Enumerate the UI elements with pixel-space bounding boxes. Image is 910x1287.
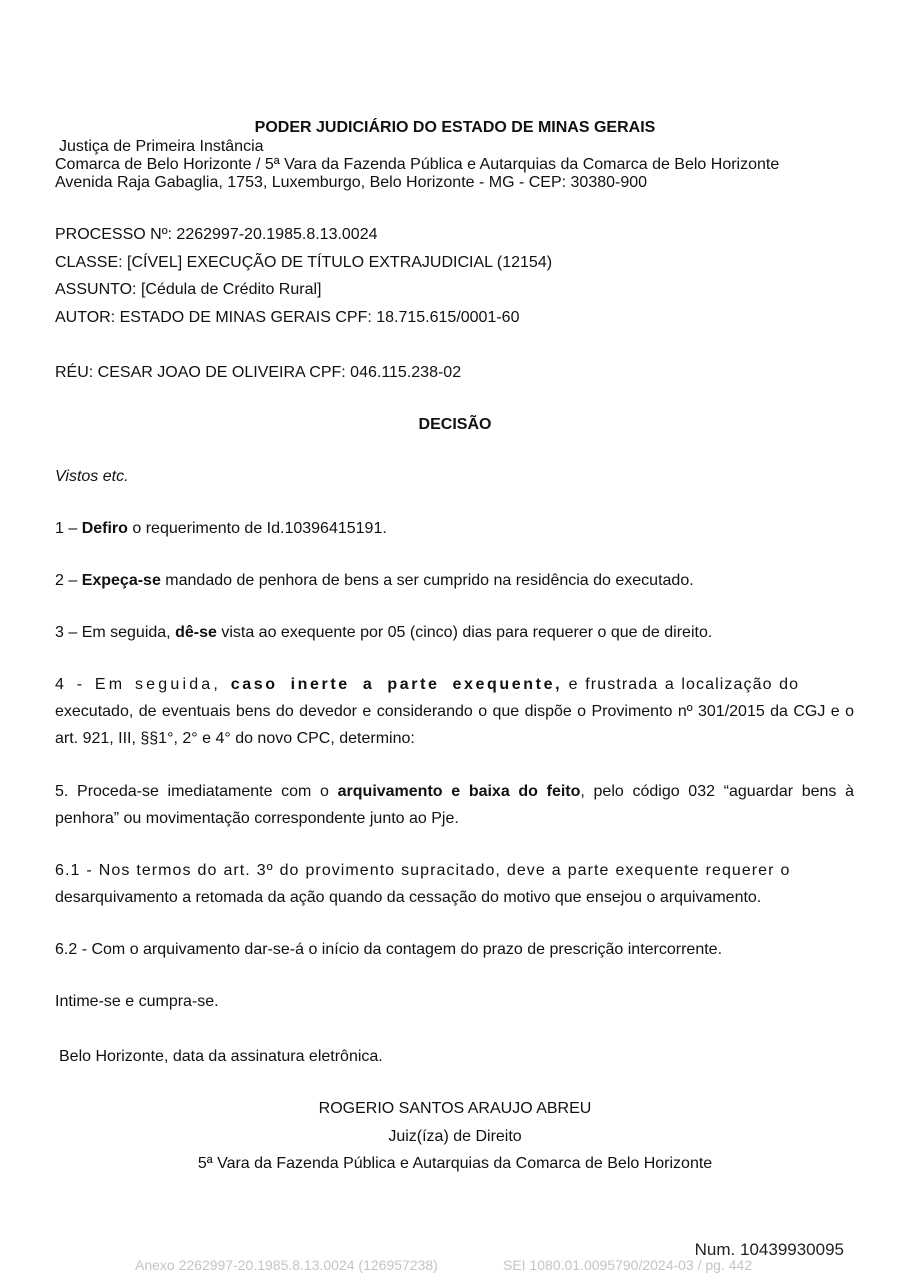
item-prefix: 1 – [55,520,82,537]
item-text: e frustrada a localização do [562,676,800,693]
decision-item-3 [55,624,712,642]
annex-stamp: Anexo 2262997-20.1985.8.13.0024 (126957238) [135,1257,438,1273]
decision-item-2 [55,572,694,590]
case-plaintiff: AUTOR: ESTADO DE MINAS GERAIS CPF: 18.715.615/0001-60 [55,309,520,326]
document-number: Num. 10439930095 [694,1240,844,1259]
decision-closing: Intime-se e cumpra-se. [55,993,219,1010]
item-emphasis: Expeça-se [81,572,161,589]
place-date: Belo Horizonte, data da assinatura eletrônica. [59,1048,383,1065]
decision-item-6-2: 6.2 - Com o arquivamento dar-se-á o início da contagem do prazo de prescrição intercorrente. [55,941,723,958]
signer-name: ROGERIO SANTOS ARAUJO ABREU [318,1100,592,1117]
item-emphasis: Defiro [81,520,128,537]
item-prefix: 3 – Em seguida, [55,624,176,641]
decision-heading: DECISÃO [418,416,492,433]
sei-page-stamp: SEI 1080.01.0095790/2024-03 / pg. 442 [503,1257,753,1273]
case-defendant: RÉU: CESAR JOAO DE OLIVEIRA CPF: 046.115.238-02 [55,364,462,381]
case-subject: ASSUNTO: [Cédula de Crédito Rural] [55,281,322,298]
case-number: PROCESSO Nº: 2262997-20.1985.8.13.0024 [55,226,378,243]
item-emphasis: arquivamento e baixa do feito [337,783,581,800]
decision-item-6-1-first-line: 6.1 - Nos termos do art. 3º do provimento supracitado, deve a parte exequente requerer o [55,862,791,879]
decision-item-5 [55,778,854,832]
decision-item-6-1-body: desarquivamento a retomada da ação quando da cessação do motivo que ensejou o arquivamento. [55,889,762,906]
decision-item-4-first-line [55,671,854,698]
case-class: CLASSE: [CÍVEL] EXECUÇÃO DE TÍTULO EXTRAJUDICIAL (12154) [55,254,553,271]
decision-opening: Vistos etc. [55,468,129,485]
item-emphasis: dê-se [175,624,217,641]
court-title: PODER JUDICIÁRIO DO ESTADO DE MINAS GERAIS [254,119,656,136]
decision-item-4-body: executado, de eventuais bens do devedor e considerando o que dispõe o Provimento nº 301/2015 da CGJ e o art. 921, III, §§1°, 2° e 4° do novo CPC, determino: [55,703,854,747]
court-jurisdiction: Comarca de Belo Horizonte / 5ª Vara da Fazenda Pública e Autarquias da Comarca de Belo Horizonte [55,156,780,173]
court-instance: Justiça de Primeira Instância [59,138,264,155]
item-prefix: 4 - Em seguida, [55,676,231,693]
item-prefix: 5. Proceda-se imediatamente com o [55,783,338,800]
item-text: mandado de penhora de bens a ser cumprido na residência do executado. [160,572,694,589]
court-address: Avenida Raja Gabaglia, 1753, Luxemburgo, Belo Horizonte - MG - CEP: 30380-900 [55,174,648,191]
item-text: o requerimento de Id.10396415191. [127,520,387,537]
item-text: , pelo código 032 “aguardar bens à penhora” ou movimentação correspondente junto ao Pje. [55,783,854,827]
item-emphasis: caso inerte a parte exequente, [230,676,563,693]
signer-court: 5ª Vara da Fazenda Pública e Autarquias da Comarca de Belo Horizonte [197,1155,713,1172]
decision-item-1 [55,520,387,538]
item-prefix: 2 – [55,572,82,589]
item-text: vista ao exequente por 05 (cinco) dias para requerer o que de direito. [216,624,713,641]
signer-role: Juiz(íza) de Direito [388,1128,522,1145]
